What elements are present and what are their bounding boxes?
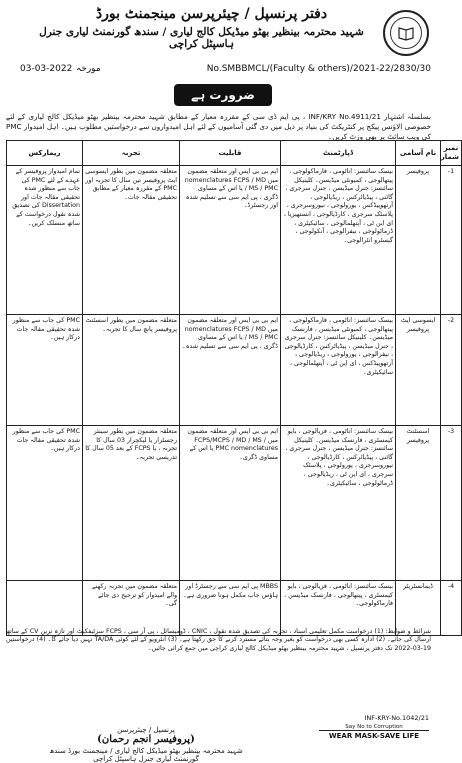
table-row (7, 426, 462, 581)
row-post: پروفیسر (396, 166, 441, 315)
issue-date: 03-03-2022 (20, 64, 73, 74)
anti-corruption-text: Say No to Corruption (345, 724, 403, 730)
intro-paragraph: بسلسلہ اشتہار INF/KRY No.4911/21 ، پی ایم ڈی سی کے مقررہ معیار کے مطابق شہید محترمہ بینظیر بھٹو میڈیکل کالج لیاری کے لئے خصوصی الاؤنس پیکج پر کنٹریکٹ کی بنیاد پر ذیل میں دی گئی آسامیوں کے لئے اہل امیدواروں سے درخواستیں مطلوب ہیں۔ اہل امیدوار PMC کی ویب سائٹ پر بھی وزٹ کریں۔ (6, 112, 431, 141)
row-experience: متعلقہ مضمون میں بطور ایسوسی ایٹ پروفیسر تین سال کا تجربہ اور PMC کے مقررہ معیار کے مطابق تحقیقی مقالہ جات۔ (83, 166, 180, 315)
header (6, 4, 431, 60)
wanted-banner: ضرورت ہے (174, 84, 272, 106)
footer-badge (319, 714, 429, 740)
mask-slogan: WEAR MASK-SAVE LIFE (319, 730, 429, 740)
date-label: مورخہ (76, 64, 101, 74)
row-departments: بیسک سائنسز: اناٹومی ، فزیالوجی ، بایو کیمسٹری ، پیتھالوجی ، فارنسک میڈیسن ، فارماکولوجی۔ (281, 581, 396, 636)
row-remarks: تمام امیدوار پروفیسر کے عہدے کے لئے PMC کی جاب سے منظور شدہ تحقیقی مقالہ جات اور Dissertation کی تصدیق شدہ نقول درخواست کے ساتھ منسلک کریں۔ (7, 166, 83, 315)
signatory-title: پرنسپل / چیئرپرسن (117, 726, 175, 734)
advertisement-page (6, 4, 459, 763)
row-qualification: ایم بی بی ایس اور متعلقہ مضمون میں FCPS/MCPS / MD / MS / PMC nomenclatures یا اس کے مساوی ڈگری۔ (180, 426, 281, 581)
office-title: دفتر پرنسپل / چیئرپرسن مینجمنٹ بورڈ (95, 6, 328, 22)
header-qualification: قابلیت (180, 141, 281, 166)
row-departments: بیسک سائنسز: اناٹومی ، فارماکولوجی ، پیتھالوجی ، کمیونٹی میڈیسن۔ کلینیکل سائنسز: جنرل میڈیسن ، جنرل سرجری ، گائنی ، پیڈیاٹرکس ، ریڈیالوجی ، آرتھوپیڈکس ، یورولوجی ، نیوروسرجری ، پلاسٹک سرجری ، کارڈیالوجی ، انستھیزیا ، ای این ٹی ، آپتھلمالوجی ، سائیکیٹری ، ڈرماٹولوجی ، نیفرالوجی ، آنکولوجی ، گیسٹرو انٹرالوجی۔ (281, 166, 396, 315)
reference-row (6, 64, 431, 78)
row-qualification: ایم بی بی ایس اور متعلقہ مضمون میں nomenclatures FCPS / MD / MS / PMC یا اس کے مساوی ڈگری ، پی ایم سی سے تسلیم شدہ اور رجسٹرڈ۔ (180, 166, 281, 315)
header-department: ڈپارٹمنٹ (281, 141, 396, 166)
row-post: ایسوسی ایٹ پروفیسر (396, 315, 441, 426)
header-post: نام آسامی (396, 141, 441, 166)
header-remarks: ریمارکس (7, 141, 83, 166)
row-remarks: PMC کی جاب سے منظور شدہ تحقیقی مقالہ جات درکار ہیں۔ (7, 426, 83, 581)
row-post: ڈیمانسٹریٹر (396, 581, 441, 636)
college-seal-icon (383, 10, 429, 56)
book-icon (397, 24, 415, 42)
signatory-name: (پروفیسر انجم رحمان) (97, 734, 195, 745)
row-serial: 3- (441, 426, 462, 581)
institution-name: شہید محترمہ بینظیر بھٹو میڈیکل کالج لیاری / سندھ گورنمنٹ لیاری جنرل ہاسپٹل کراچی (39, 26, 364, 50)
row-experience: متعلقہ مضمون میں تجربہ رکھنے والے امیدوار کو ترجیح دی جائے گی۔ (83, 581, 180, 636)
table-header-row (7, 141, 462, 166)
inf-code: INF-KRY-No.1042/21 (364, 714, 429, 722)
row-departments: بیسک سائنسز: اناٹومی ، فارماکولوجی ، پیتھالوجی ، کمیونٹی میڈیسن ، فارنسک میڈیسن۔ کلینیکل سائنسز: جنرل سرجری ، جنرل میڈیسن ، پیڈیاٹرکس ، کارڈیالوجی ، نیفرالوجی ، یورولوجی ، ریڈیالوجی ، آرتھوپیڈکس ، ای این ٹی ، آپتھلمالوجی ، سائیکیٹری۔ (281, 315, 396, 426)
row-departments: بیسک سائنسز: اناٹومی ، فزیالوجی ، بایو کیمسٹری ، فارنسک میڈیسن۔ کلینیکل سائنسز: جنرل میڈیسن ، جنرل سرجری ، گائنی ، پیڈیاٹرکس ، کارڈیالوجی ، نیوروسرجری ، یورولوجی ، پلاسٹک سرجری ، ای این ٹی ، ریڈیالوجی ، ڈرماٹولوجی ، سائیکیٹری۔ (281, 426, 396, 581)
row-experience: متعلقہ مضمون میں بطور اسسٹنٹ پروفیسر پانچ سال کا تجربہ۔ (83, 315, 180, 426)
row-experience: متعلقہ مضمون میں بطور سینئر رجسٹرار یا لیکچرار 03 سال کا تجربہ ، یا FCPS کے بعد 05 سال کا تدریسی تجربہ۔ (83, 426, 180, 581)
table-row (7, 166, 462, 315)
terms-and-conditions: شرائط و ضوابط: (1) درخواست مکمل تعلیمی اسناد ، تجربہ کی تصدیق شدہ نقول ، CNIC ، ڈومیسائل ، پی آر سی ، FCPS سرٹیفکیٹ اور تازہ ترین CV کے ساتھ ارسال کی جائے۔ (2) ادارہ کسی بھی درخواست کو بغیر وجہ بتائے مسترد کرنے کا حق رکھتا ہے۔ (3) انٹرویو کے لئے کوئی TA/DA نہیں دیا جائے گا۔ (4) درخواستیں 19-03-2022 تک دفتر پرنسپل ، شہید محترمہ بینظیر بھٹو میڈیکل کالج لیاری کراچی میں جمع کرائی جائیں۔ (6, 628, 432, 652)
row-post: اسسٹنٹ پروفیسر (396, 426, 441, 581)
row-serial: 4- (441, 581, 462, 636)
signature-block (46, 726, 246, 763)
reference-number: No.SMBBMCL/(Faculty & others)/2021-22/2830/30 (206, 64, 431, 74)
row-remarks: PMC کی جاب سے منظور شدہ تحقیقی مقالہ جات درکار ہیں۔ (7, 315, 83, 426)
row-qualification: ایم بی بی ایس اور متعلقہ مضمون میں nomenclatures FCPS / MD / MS / PMC یا اس کے مساوی ڈگری ، پی ایم سی سے تسلیم شدہ۔ (180, 315, 281, 426)
row-qualification: MBBS پی ایم سی سے رجسٹرڈ اور ہاؤس جاب مکمل ہونا ضروری ہے۔ (180, 581, 281, 636)
table-row (7, 315, 462, 426)
header-serial: نمبر شمار (441, 141, 462, 166)
signatory-institution: شہید محترمہ بینظیر بھٹو میڈیکل کالج لیاری / مینجمنٹ بورڈ سندھ گورنمنٹ لیاری جنرل ہاسپٹل کراچی (49, 747, 243, 763)
header-experience: تجربہ (83, 141, 180, 166)
row-serial: 1- (441, 166, 462, 315)
row-serial: 2- (441, 315, 462, 426)
vacancies-table (6, 140, 462, 636)
